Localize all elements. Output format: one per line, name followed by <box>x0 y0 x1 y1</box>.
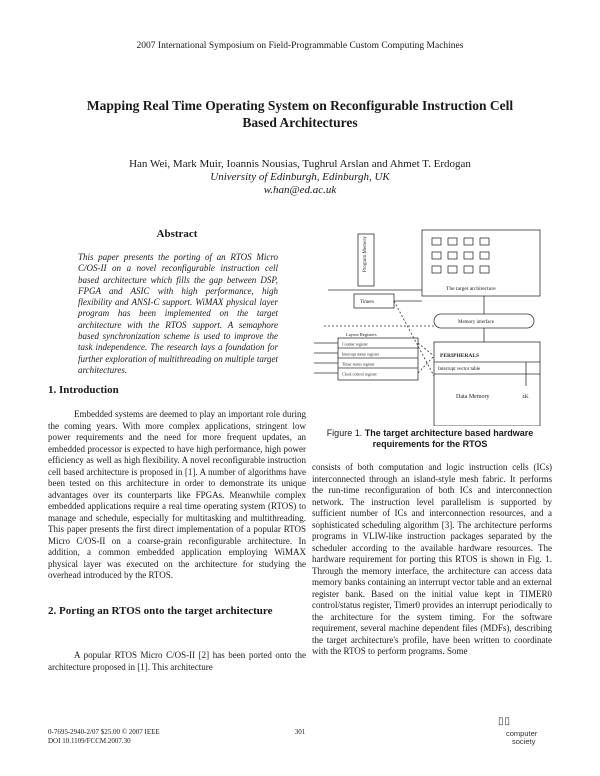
page-number: 301 <box>294 728 306 736</box>
logo-line-1: computer <box>506 729 538 738</box>
section2-text: A popular RTOS Micro C/OS-II [2] has been ported onto the architecture proposed in [1]. This architecture <box>48 650 306 672</box>
peripherals-label: PERIPHERALS <box>440 353 480 359</box>
paper-title <box>60 97 540 131</box>
caption-label: Figure 1. <box>326 428 363 438</box>
affiliation: University of Edinburgh, Edinburgh, UK <box>210 171 390 183</box>
footer-left <box>48 728 160 746</box>
target-arch-label: The target architecture <box>446 286 496 292</box>
memory-interface-label: Memory interface <box>458 320 494 325</box>
register-4: Clock control register <box>342 371 377 377</box>
logo-mark-icon: ▯▯ <box>498 716 512 727</box>
caption-text: The target architecture based hardware requirements for the RTOS <box>364 428 534 449</box>
section2-heading: 2. Porting an RTOS onto the target architecture <box>48 605 273 617</box>
author-email: w.han@ed.ac.uk <box>263 184 337 196</box>
architecture-diagram <box>310 226 550 426</box>
logo-line-2: society <box>512 737 536 746</box>
introduction-text: Embedded systems are deemed to play an important role during the coming years. With more complex applications, stringent low power requirements and the need for more frequent updates, an embedded processor is expected to have high performance, high power efficiency as well as high flexibility. A novel reconfigurable instruction cell based architecture is proposed in [1]. A number of algorithms have been tested on this architecture in order to demonstrate its unique advantages over its counterparts like FPGAs. Meanwhile complex embedded applications require a real time operating system (RTOS) to manage and schedule, especially for multitasking and multithreading. This paper presents the first direct implementation of a popular RTOS Micro C/OS-II on a coarse-grain reconfigurable architecture. In addition, a common embedded application employing WiMAX physical layer was executed on the architecture for studying the overhead introduced by the RTOS. <box>48 409 306 580</box>
footer-doi: DOI 10.1109/FCCM.2007.30 <box>48 737 131 745</box>
introduction-heading: 1. Introduction <box>48 384 119 396</box>
interrupt-vector-label: Interrupt vector table <box>438 367 481 372</box>
right-column-text: consists of both computation and logic instruction cells (ICs) interconnected through an island-style mesh fabric. It performs the run-time reconfiguration of both ICs and interconnection network. The instruction level parallelism is supported by sufficient number of ICs and interconnection resources, and a sophisticated scheduling algorithm [3]. The architecture performs programs in VLIW-like instruction packages separated by the scheduler according to the available hardware resources. The hardware requirement for porting this RTOS is shown in Fig. 1. Through the memory interface, the architecture can access data memory banks containing an interrupt vector table and an external register bank. Based on the initial value kept in TIMER0 control/status register, Timer0 provides an interrupt periodically to the architecture for the system timing. For the software requirement, several machine dependent files (MDFs), describing the target architecture's profile, have been written to coordinate with the RTOS to perform programs. Some <box>312 462 552 656</box>
data-memory-label: Data Memory <box>456 394 490 400</box>
footer-isbn: 0-7695-2940-2/07 $25.00 © 2007 IEEE <box>48 728 160 736</box>
register-heading: Layout Registers <box>346 332 377 337</box>
computer-society-logo <box>490 718 550 754</box>
conference-header: 2007 International Symposium on Field-Programmable Custom Computing Machines <box>136 41 464 51</box>
timers-label: Timers <box>360 300 374 305</box>
title-line-2: Based Architectures <box>242 115 358 130</box>
program-memory-label: Program Memory <box>363 236 368 272</box>
memory-size-label: 4K <box>522 394 529 400</box>
abstract-heading: Abstract <box>156 228 198 240</box>
register-3: Timer status register <box>342 361 375 367</box>
figure-caption <box>310 428 550 450</box>
register-1: Counter register <box>342 341 368 347</box>
register-2: Interrupt status register <box>342 351 380 357</box>
author-list: Han Wei, Mark Muir, Ioannis Nousias, Tughrul Arslan and Ahmet T. Erdogan <box>129 158 471 170</box>
title-line-1: Mapping Real Time Operating System on Reconfigurable Instruction Cell <box>86 98 514 113</box>
abstract-text: This paper presents the porting of an RTOS Micro C/OS-II on a novel reconfigurable instruction cell based architecture which fills the gap between DSP, FPGA and ASIC with high performance, high flexibility and ANSI-C support. WiMAX physical layer program has been implemented on the target architecture with the RTOS support. A semaphore based synchronization scheme is used to improve the task independence. The research lays a foundation for further exploration of multithreading on multiple target architectures. <box>78 252 278 375</box>
